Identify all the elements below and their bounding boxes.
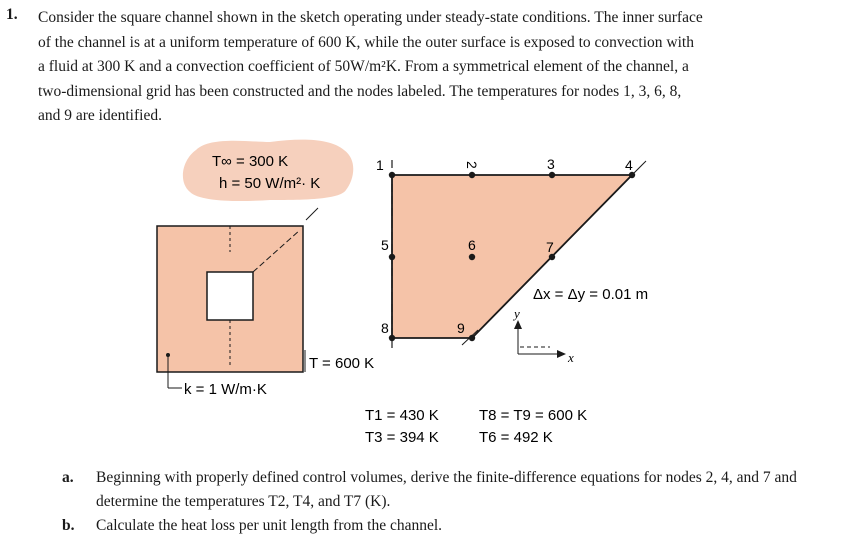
node-label-8: 8 <box>381 320 389 336</box>
inner-surface-temperature: T = 600 K <box>309 355 375 372</box>
part-label: b. <box>62 517 75 534</box>
x-axis-label: x <box>568 350 574 365</box>
leader-line <box>306 208 318 220</box>
leader-dot <box>166 353 170 357</box>
problem-line: of the channel is at a uniform temperature of 600 K, while the outer surface is exposed to convection with <box>38 33 694 51</box>
problem-line: and 9 are identified. <box>38 107 162 124</box>
y-axis-label: y <box>514 306 520 321</box>
problem-number: 1. <box>6 6 18 23</box>
problem-line: two-dimensional grid has been constructed and the nodes labeled. The temperatures for nodes 1, 3, 6, 8, <box>38 82 682 100</box>
node-label-1: 1 <box>376 157 384 173</box>
convection-coefficient: h = 50 W/m²· K <box>219 175 321 192</box>
node-9 <box>469 335 475 341</box>
grid-spacing: Δx = Δy = 0.01 m <box>533 286 649 303</box>
node-label-7: 7 <box>546 239 554 255</box>
part-text: Beginning with properly defined control volumes, derive the finite-difference equations for nodes 2, 4, and 7 and determine the temperatures T2, T4, and T7 (K). <box>96 469 797 510</box>
node-label-5: 5 <box>381 237 389 253</box>
node-2 <box>469 172 475 178</box>
question-parts <box>62 466 822 538</box>
node-1 <box>389 172 395 178</box>
node-label-2: 2 <box>464 161 480 169</box>
node-5 <box>389 254 395 260</box>
problem-line: a fluid at 300 K and a convection coefficient of 50W/m²K. From a symmetrical element of the channel, a <box>38 58 689 75</box>
y-axis-arrowhead <box>514 320 522 329</box>
node-label-9: 9 <box>457 320 465 336</box>
node-3 <box>549 172 555 178</box>
known-temp-t8-t9: T8 = T9 = 600 K <box>479 407 588 424</box>
problem-line: Consider the square channel shown in the sketch operating under steady-state conditions. The inner surface <box>38 9 703 26</box>
node-8 <box>389 335 395 341</box>
x-axis-arrowhead <box>557 350 566 358</box>
thermal-conductivity: k = 1 W/m·K <box>184 381 267 398</box>
node-6 <box>469 254 475 260</box>
node-label-3: 3 <box>547 156 555 172</box>
node-label-6: 6 <box>468 237 476 253</box>
known-temp-t6: T6 = 492 K <box>479 429 553 446</box>
part-b <box>62 514 822 538</box>
known-temp-t3: T3 = 394 K <box>365 429 439 446</box>
known-temp-t1: T1 = 430 K <box>365 407 439 424</box>
part-a <box>62 466 822 514</box>
symmetric-element <box>392 175 632 338</box>
part-label: a. <box>62 469 74 486</box>
part-text: Calculate the heat loss per unit length from the channel. <box>96 517 443 534</box>
fluid-temperature: T∞ = 300 K <box>212 153 289 170</box>
node-label-4: 4 <box>625 157 633 173</box>
